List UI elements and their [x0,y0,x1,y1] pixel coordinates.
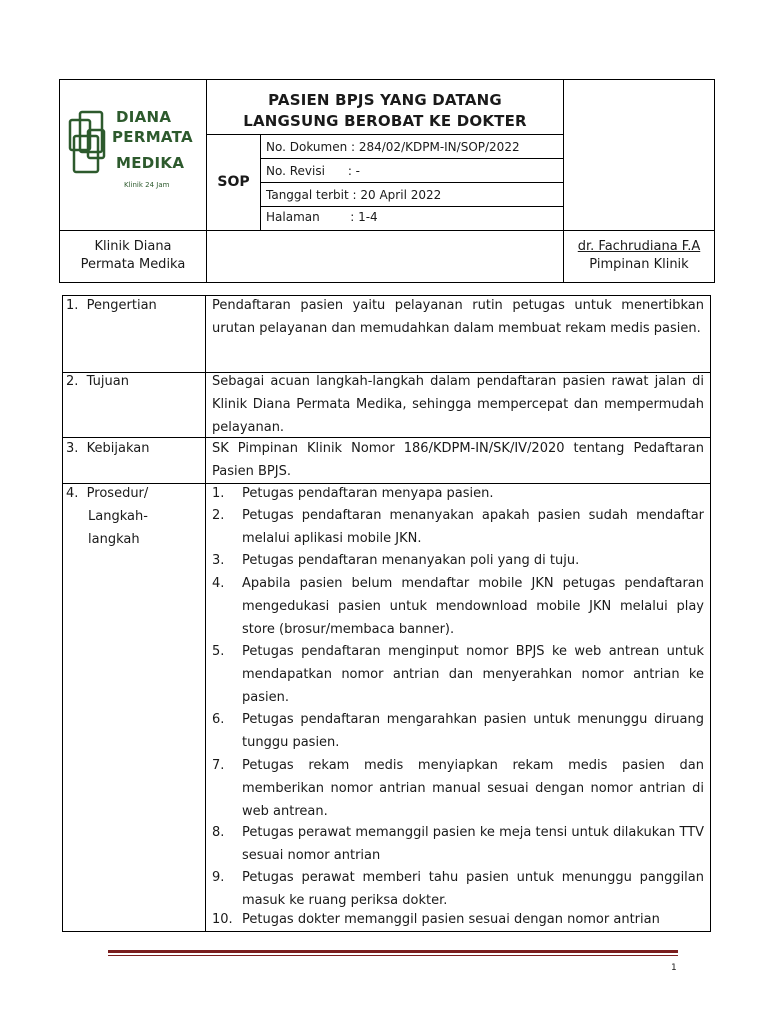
logo-mark-icon [68,108,118,188]
step-text: Petugas dokter memanggil pasien sesuai dengan nomor antrian [242,912,660,927]
step-number: 6. [212,712,225,727]
step-number: 4. [212,576,225,591]
signer-role: Pimpinan Klinik [589,257,689,272]
step-number: 10. [212,912,233,927]
clinic-name-line-2: Permata Medika [80,257,186,272]
title-line-1: PASIEN BPJS YANG DATANG [268,91,502,109]
sop-label: SOP [217,174,250,190]
tanggal-terbit: Tanggal terbit : 20 April 2022 [266,188,442,202]
page-number: 1 [671,963,677,973]
step-number: 7. [212,758,225,773]
document-title [207,82,563,134]
step-number: 1. [212,486,225,501]
step-text: Petugas pendaftaran menginput nomor BPJS ke web antrean untuk mendapatkan nomor antrian dan menyerahkan nomor antrian ke pasien. [242,644,704,705]
halaman: Halaman : 1-4 [266,210,378,224]
step-number: 5. [212,644,225,659]
clinic-name-line-1: Klinik Diana [94,239,172,254]
step-text: Apabila pasien belum mendaftar mobile JKN petugas pendaftaran mengedukasi pasien untuk mendownload mobile JKN melalui play store (brosur/membaca banner). [242,576,704,637]
tujuan-label: 2. Tujuan [66,374,129,389]
prosedur-label-1: 4. Prosedur/ [66,486,149,501]
step-number: 2. [212,508,225,523]
prosedur-label-3: langkah [88,532,140,547]
footer-rule [108,950,678,953]
clinic-name [60,231,206,281]
footer-rule-thin [108,955,678,956]
procedure-step [212,908,704,931]
clinic-logo [60,80,206,230]
logo-text-permata: PERMATA [112,128,193,146]
logo-text-diana: DIANA [116,108,172,126]
step-number: 9. [212,870,225,885]
prosedur-label-2: Langkah- [88,509,148,524]
signer-block [564,231,714,281]
step-text: Petugas rekam medis menyiapkan rekam medis pasien dan memberikan nomor antrian manual sesuai dengan nomor antrian di web antrean. [242,758,704,819]
step-text: Petugas pendaftaran mengarahkan pasien untuk menunggu diruang tunggu pasien. [242,712,704,750]
step-text: Petugas perawat memberi tahu pasien untuk menunggu panggilan masuk ke ruang periksa dokter. [242,870,704,908]
title-line-2: LANGSUNG BEROBAT KE DOKTER [243,112,527,130]
kebijakan-text: SK Pimpinan Klinik Nomor 186/KDPM-IN/SK/IV/2020 tentang Pedaftaran Pasien BPJS. [212,441,704,479]
logo-text-medika: MEDIKA [116,154,185,172]
step-text: Petugas pendaftaran menanyakan apakah pasien sudah mendaftar melalui aplikasi mobile JKN. [242,508,704,546]
pengertian-text: Pendaftaran pasien yaitu pelayanan rutin petugas untuk menertibkan urutan pelayanan dan memudahkan dalam membuat rekam medis pasien. [212,298,704,336]
no-revisi: No. Revisi : - [266,164,361,178]
step-text: Petugas pendaftaran menyapa pasien. [242,486,494,501]
signer-name: dr. Fachrudiana F.A [577,239,701,254]
step-text: Petugas pendaftaran menanyakan poli yang di tuju. [242,553,580,568]
step-number: 3. [212,553,225,568]
logo-tagline: Klinik 24 Jam [124,181,170,189]
kebijakan-label: 3. Kebijakan [66,441,150,456]
no-dokumen: No. Dokumen : 284/02/KDPM-IN/SOP/2022 [266,140,520,154]
tujuan-text: Sebagai acuan langkah-langkah dalam pendaftaran pasien rawat jalan di Klinik Diana Permata Medika, sehingga mempercepat dan mempermudah pelayanan. [212,374,704,435]
pengertian-label: 1. Pengertian [66,298,157,313]
step-number: 8. [212,825,225,840]
step-text: Petugas perawat memanggil pasien ke meja tensi untuk dilakukan TTV sesuai nomor antrian [242,825,704,863]
